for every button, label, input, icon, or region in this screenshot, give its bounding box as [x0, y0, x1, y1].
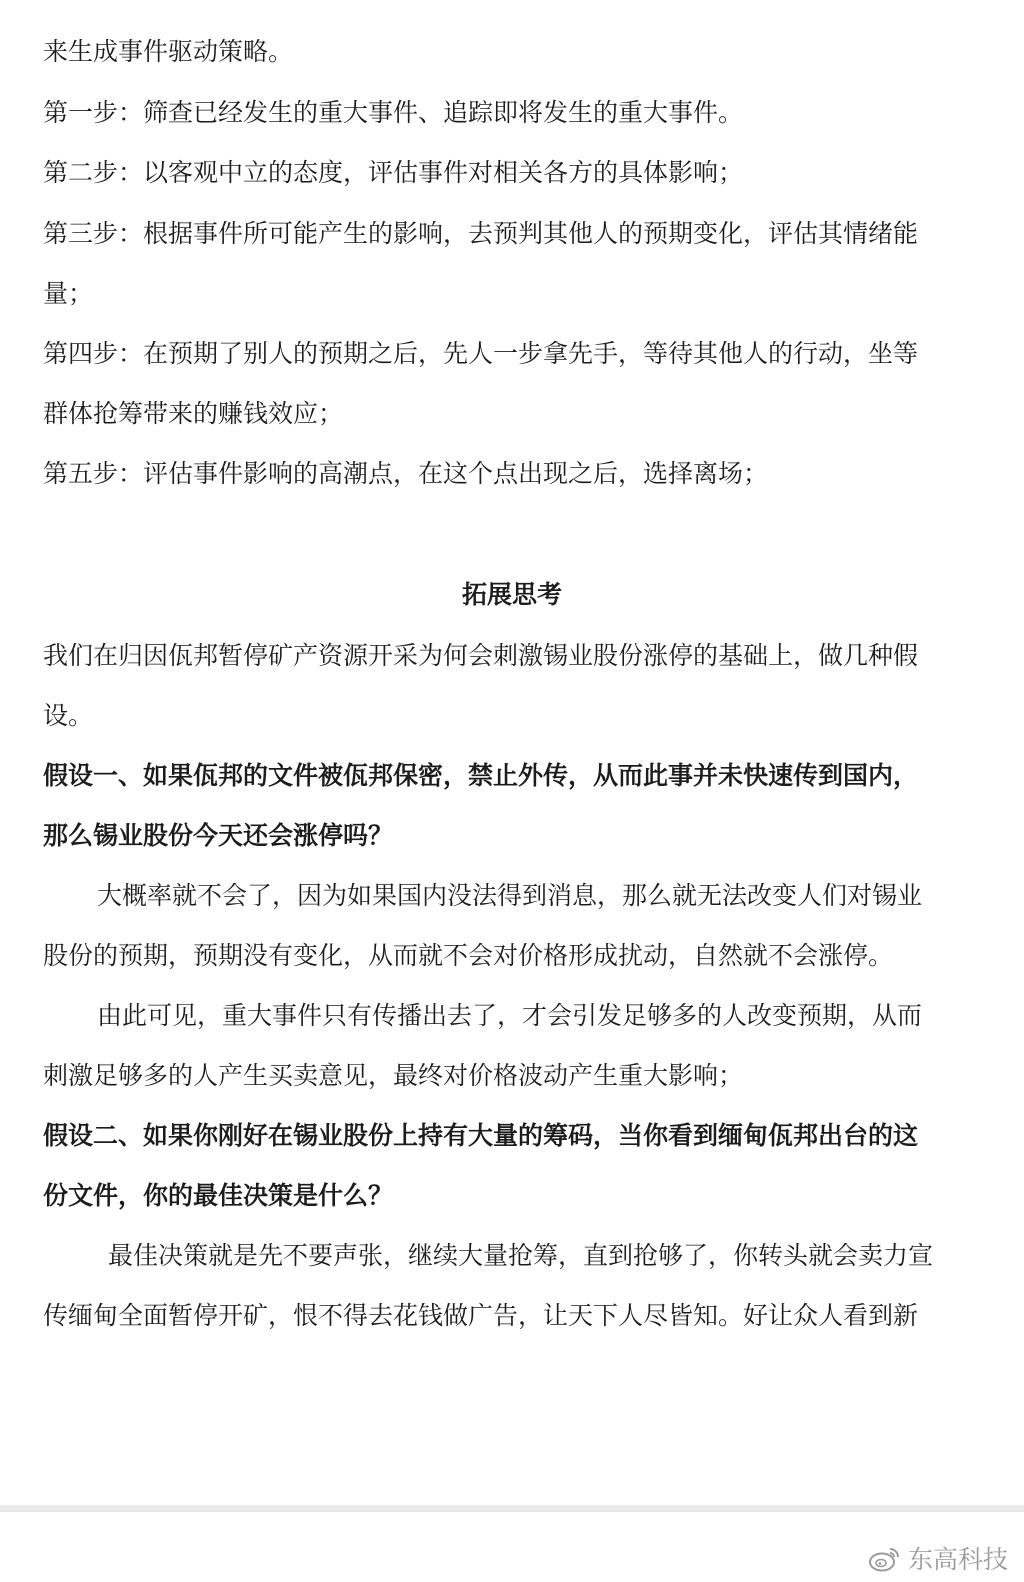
section-heading: 拓展思考: [461, 580, 562, 609]
step-four-continuation: 群体抢筹带来的赚钱效应；: [43, 399, 344, 428]
step-five-line: 第五步：评估事件影响的高潮点，在这个点出现之后，选择离场；: [43, 459, 769, 488]
intro-continuation: 设。: [43, 701, 94, 730]
weibo-icon: [868, 1543, 902, 1573]
weibo-watermark: [868, 1541, 1008, 1575]
step-one-line: 第一步：筛查已经发生的重大事件、追踪即将发生的重大事件。: [43, 98, 744, 127]
step-two-line: 第二步：以客观中立的态度，评估事件对相关各方的具体影响；: [43, 158, 744, 187]
step-three-line: 第三步：根据事件所可能产生的影响，去预判其他人的预期变化，评估其情绪能: [43, 219, 919, 248]
step-three-continuation: 量；: [43, 279, 94, 308]
hypothesis-one-line: 假设一、如果佤邦的文件被佤邦保密，禁止外传，从而此事并未快速传到国内，: [43, 761, 919, 790]
watermark-text: 东高科技: [907, 1545, 1008, 1574]
answer-two-continuation: 传缅甸全面暂停开矿，恨不得去花钱做广告，让天下人尽皆知。好让众人看到新: [43, 1301, 919, 1330]
answer-one-continuation: 股份的预期，预期没有变化，从而就不会对价格形成扰动，自然就不会涨停。: [43, 941, 894, 970]
hypothesis-two-continuation: 份文件，你的最佳决策是什么？: [43, 1181, 394, 1210]
hypothesis-one-continuation: 那么锡业股份今天还会涨停吗？: [43, 821, 394, 850]
conclusion-line: 由此可见，重大事件只有传播出去了，才会引发足够多的人改变预期，从而: [97, 1001, 923, 1030]
answer-two-line: 最佳决策就是先不要声张，继续大量抢筹，直到抢够了，你转头就会卖力宣: [108, 1241, 934, 1270]
intro-line: 我们在归因佤邦暂停矿产资源开采为何会刺激锡业股份涨停的基础上，做几种假: [43, 641, 919, 670]
step-four-line: 第四步：在预期了别人的预期之后，先人一步拿先手，等待其他人的行动，坐等: [43, 339, 919, 368]
paragraph-line: 来生成事件驱动策略。: [43, 37, 294, 66]
hypothesis-two-line: 假设二、如果你刚好在锡业股份上持有大量的筹码，当你看到缅甸佤邦出台的这: [43, 1121, 919, 1150]
conclusion-continuation: 刺激足够多的人产生买卖意见，最终对价格波动产生重大影响；: [43, 1061, 744, 1090]
answer-one-line: 大概率就不会了，因为如果国内没法得到消息，那么就无法改变人们对锡业: [97, 881, 923, 910]
